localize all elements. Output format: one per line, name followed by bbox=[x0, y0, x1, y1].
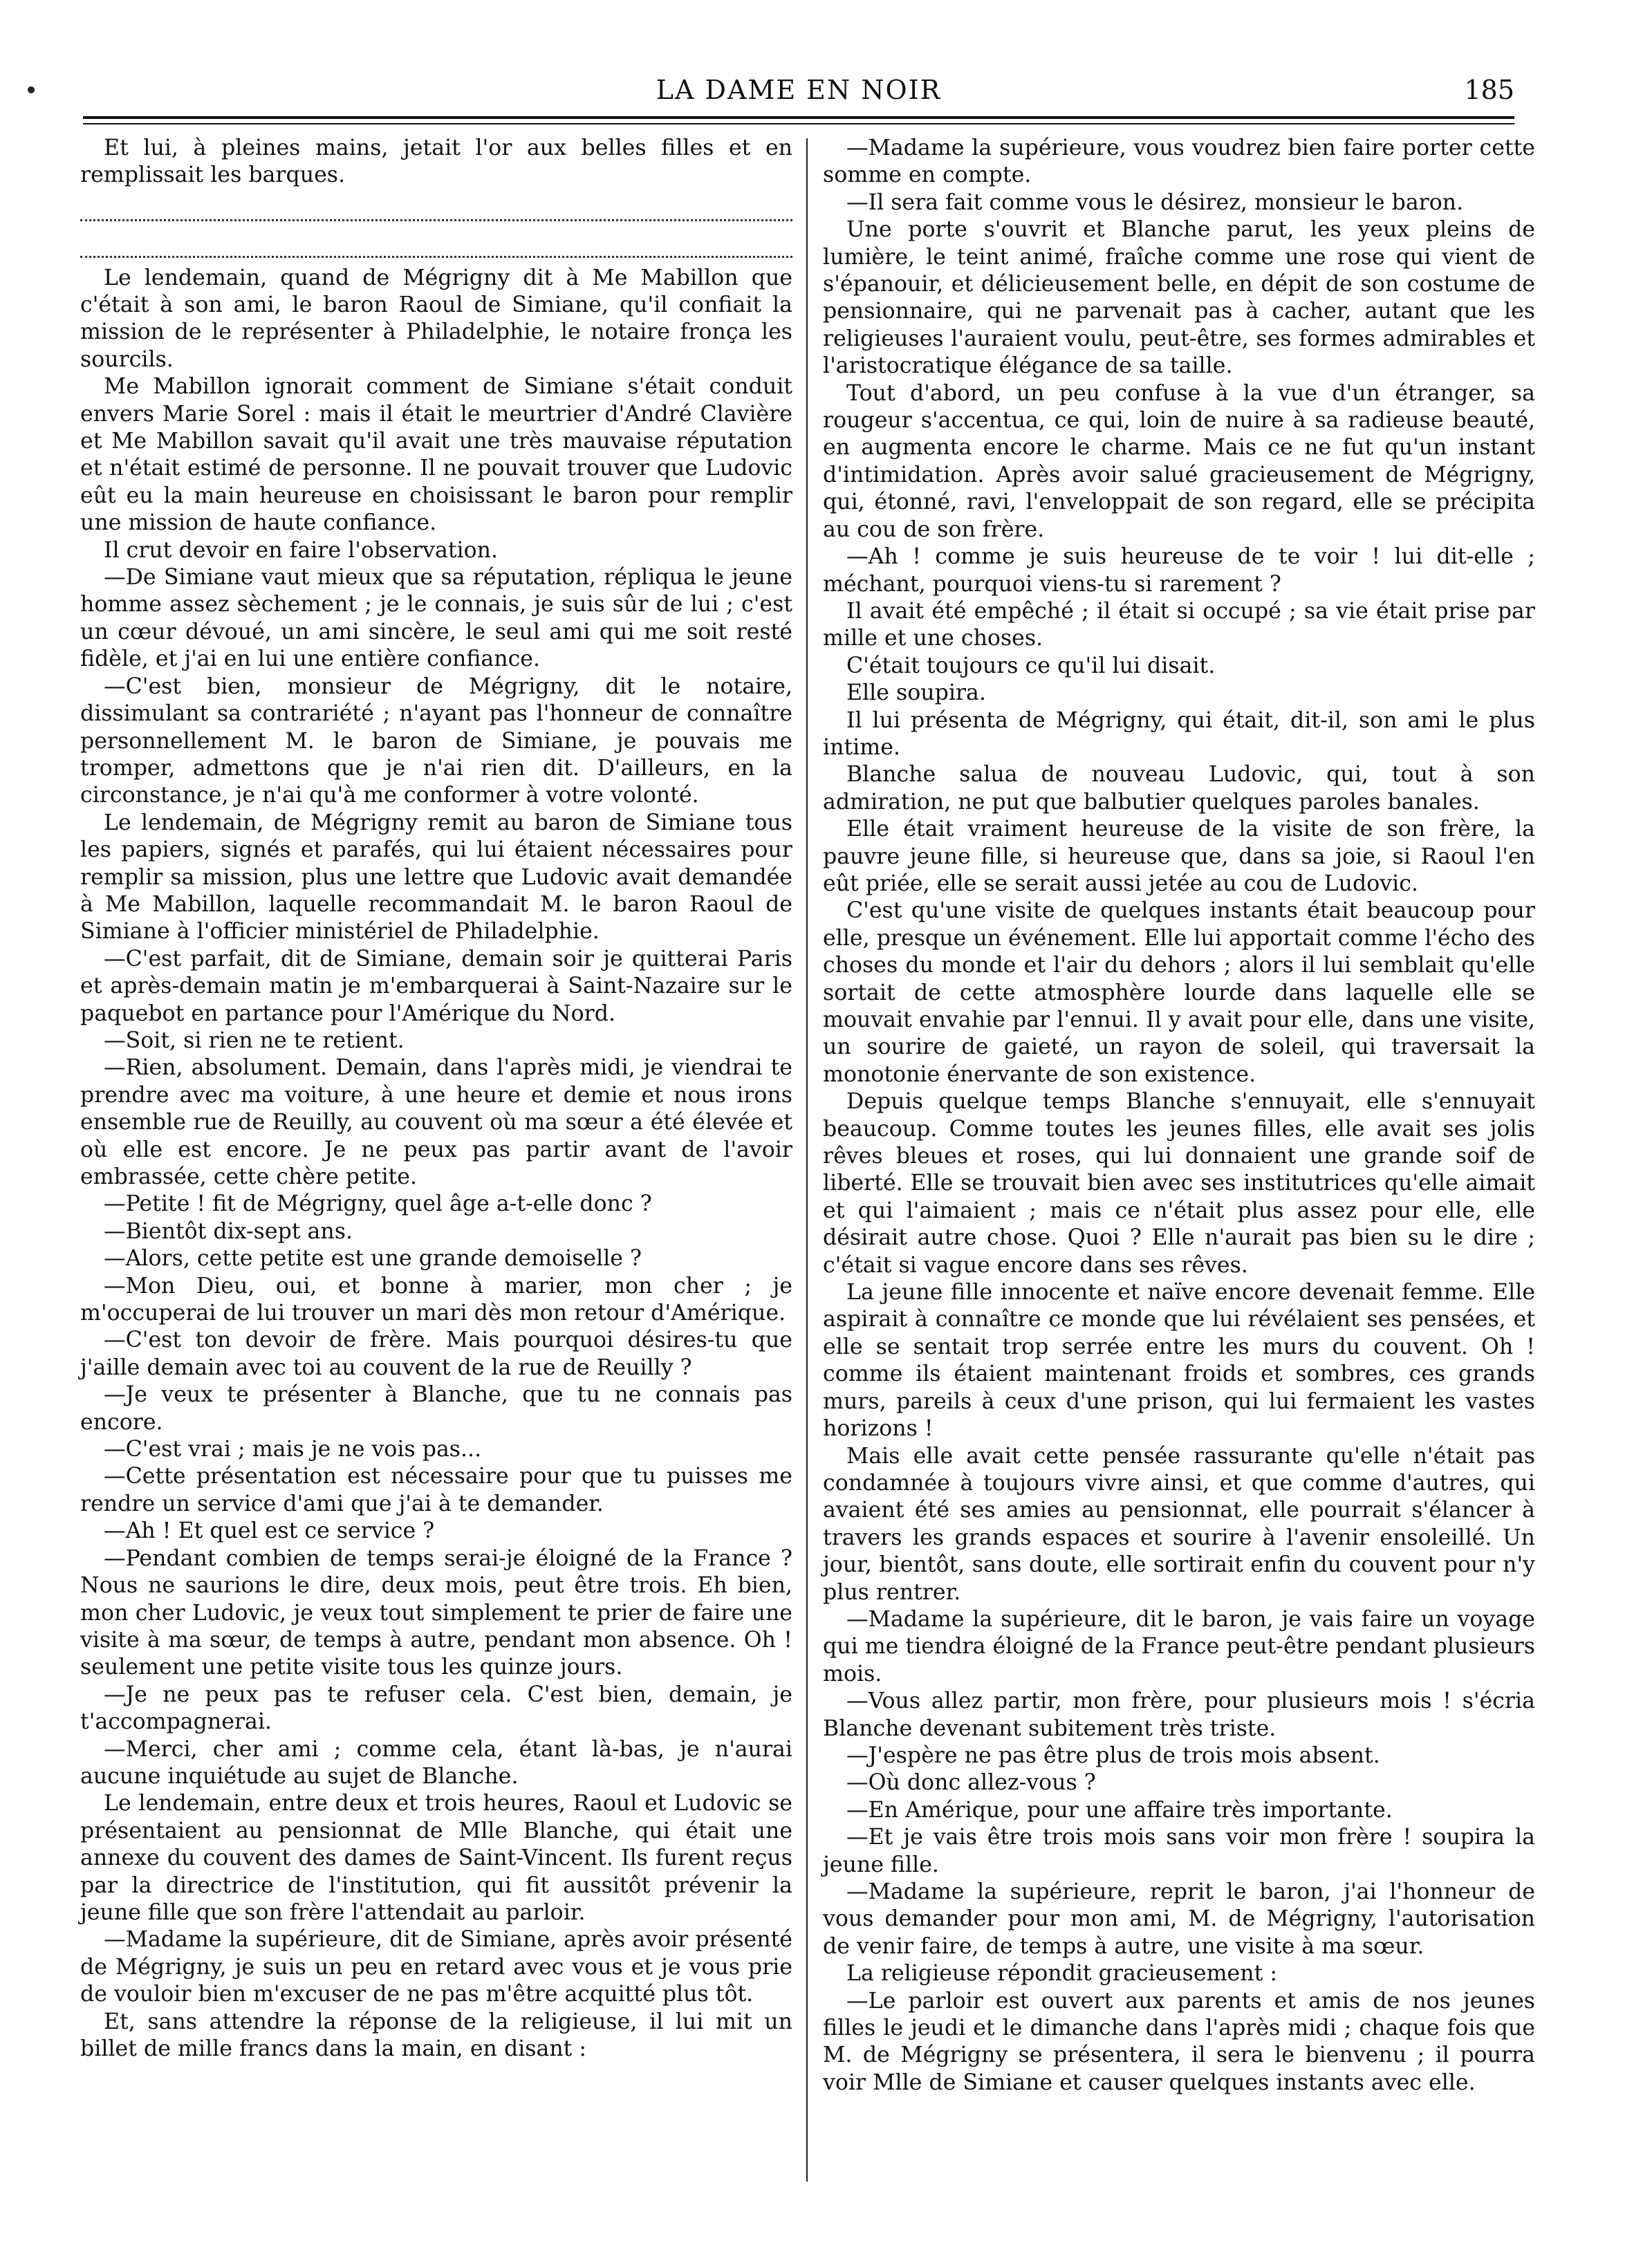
paragraph: —Madame la supérieure, dit le baron, je vais faire un voyage qui me tiendra éloigné de la France peut-être pendant plusieurs mois. bbox=[823, 1606, 1535, 1686]
paragraph: —Bientôt dix-sept ans. bbox=[104, 1218, 353, 1244]
paragraph: Et lui, à pleines mains, jetait l'or aux belles filles et en remplissait les barques. bbox=[80, 136, 792, 188]
paragraph: —Madame la supérieure, dit de Simiane, après avoir présenté de Mégrigny, je suis un peu en retard avec vous et je vous prie de vouloir bien m'excuser de ne pas m'être acquitté plus tôt. bbox=[80, 1927, 792, 2007]
paragraph: Tout d'abord, un peu confuse à la vue d'un étranger, sa rougeur s'accentua, ce qui, loin de nuire à sa radieuse beauté, en augmenta encore le charme. Mais ce ne fut qu'un instant d'intimidation. Après avoir salué gracieusement de Mégrigny, qui, étonné, ravi, l'enveloppait de son regard, elle se précipita au cou de son frère. bbox=[823, 380, 1535, 542]
paragraph: —Rien, absolument. Demain, dans l'après midi, je viendrai te prendre avec ma voiture, à une heure et demie et nous irons ensemble rue de Reuilly, au couvent où ma sœur a été élevée et où elle est encore. Je ne peux pas partir avant de l'avoir embrassée, cette chère petite. bbox=[80, 1055, 792, 1189]
page-header bbox=[83, 75, 1514, 116]
paragraph: —Merci, cher ami ; comme cela, étant là-bas, je n'aurai aucune inquiétude au sujet de Blanche. bbox=[80, 1736, 792, 1789]
paragraph: —De Simiane vaut mieux que sa réputation, répliqua le jeune homme assez sèchement ; je le connais, je suis sûr de lui ; c'est un cœur dévoué, un ami sincère, le seul ami qui me soit resté fidèle, et j'ai en lui une entière confiance. bbox=[80, 565, 792, 672]
paragraph: Mais elle avait cette pensée rassurante qu'elle n'était pas condamnée à toujours vivre ainsi, et que comme d'autres, qui avaient été ses amies au pensionnat, elle pourrait s'élancer à travers les grands espaces et sourire à l'avenir ensoleillé. Un jour, bientôt, sans doute, elle sortirait enfin du couvent pour n'y plus rentrer. bbox=[823, 1443, 1535, 1605]
margin-mark bbox=[28, 86, 35, 93]
running-title: LA DAME EN NOIR bbox=[656, 75, 942, 105]
paragraph: C'était toujours ce qu'il lui disait. bbox=[846, 653, 1216, 678]
paragraph: Il crut devoir en faire l'observation. bbox=[104, 537, 499, 563]
column-divider bbox=[806, 138, 808, 2182]
paragraph: Il lui présenta de Mégrigny, qui était, dit-il, son ami le plus intime. bbox=[823, 707, 1535, 760]
paragraph: —J'espère ne pas être plus de trois mois absent. bbox=[846, 1742, 1380, 1768]
dotted-separator bbox=[80, 228, 792, 257]
page-number: 185 bbox=[1464, 75, 1514, 105]
paragraph: —Ah ! comme je suis heureuse de te voir ! lui dit-elle ; méchant, pourquoi viens-tu si rarement ? bbox=[823, 544, 1535, 597]
paragraph: —Où donc allez-vous ? bbox=[846, 1770, 1096, 1796]
paragraph: —Pendant combien de temps serai-je éloigné de la France ? Nous ne saurions le dire, deux mois, peut être trois. Eh bien, mon cher Ludovic, je veux tout simplement te prier de faire une visite à ma sœur, de temps à autre, pendant mon absence. Oh ! seulement une petite visite tous les quinze jours. bbox=[80, 1545, 792, 1680]
paragraph: Elle soupira. bbox=[846, 680, 986, 706]
paragraph: Blanche salua de nouveau Ludovic, qui, tout à son admiration, ne put que balbutier quelques paroles banales. bbox=[823, 762, 1535, 815]
right-column bbox=[823, 135, 1535, 2097]
paragraph: —Alors, cette petite est une grande demoiselle ? bbox=[104, 1246, 642, 1272]
paragraph: —Petite ! fit de Mégrigny, quel âge a-t-elle donc ? bbox=[104, 1191, 652, 1217]
paragraph: —C'est ton devoir de frère. Mais pourquoi désires-tu que j'aille demain avec toi au couvent de la rue de Reuilly ? bbox=[80, 1328, 792, 1380]
paragraph: —Cette présentation est nécessaire pour que tu puisses me rendre un service d'ami que j'ai à te demander. bbox=[80, 1464, 792, 1516]
paragraph: Et, sans attendre la réponse de la religieuse, il lui mit un billet de mille francs dans la main, en disant : bbox=[80, 2009, 792, 2061]
paragraph: Le lendemain, entre deux et trois heures, Raoul et Ludovic se présentaient au pensionnat de Mlle Blanche, qui était une annexe du couvent des dames de Saint-Vincent. Ils furent reçus par la directrice de l'institution, qui fit aussitôt prévenir la jeune fille que son frère l'attendait au parloir. bbox=[80, 1791, 792, 1925]
paragraph: —En Amérique, pour une affaire très importante. bbox=[846, 1797, 1393, 1823]
paragraph: —Ah ! Et quel est ce service ? bbox=[104, 1518, 435, 1544]
paragraph: Le lendemain, de Mégrigny remit au baron de Simiane tous les papiers, signés et parafés, qui lui étaient nécessaires pour remplir sa mission, plus une lettre que Ludovic avait demandée à Me Mabillon, laquelle recommandait M. le baron Raoul de Simiane à l'officier ministériel de Philadelphie. bbox=[80, 810, 792, 945]
header-rule-thin bbox=[83, 123, 1514, 124]
paragraph: Elle était vraiment heureuse de la visite de son frère, la pauvre jeune fille, si heureuse que, dans sa joie, si Raoul l'en eût priée, elle se serait aussi jetée au cou de Ludovic. bbox=[823, 817, 1535, 896]
paragraph: —Je ne peux pas te refuser cela. C'est bien, demain, je t'accompagnerai. bbox=[80, 1682, 792, 1735]
paragraph: —C'est vrai ; mais je ne vois pas... bbox=[104, 1437, 482, 1462]
paragraph: —Et je vais être trois mois sans voir mon frère ! soupira la jeune fille. bbox=[823, 1825, 1535, 1877]
dotted-separator bbox=[80, 192, 792, 221]
paragraph: C'est qu'une visite de quelques instants était beaucoup pour elle, presque un événement. Elle lui apportait comme l'écho des choses du monde et l'air du dehors ; alors il lui semblait qu'elle sortait de cette atmosphère lourde dans laquelle elle se mouvait envahie par l'ennui. Il y avait pour elle, dans une visite, un sourire de gaieté, un rayon de soleil, qui traversait la monotonie énervante de son existence. bbox=[823, 898, 1535, 1087]
paragraph: La religieuse répondit gracieusement : bbox=[846, 1961, 1277, 1987]
paragraph: —C'est parfait, dit de Simiane, demain soir je quitterai Paris et après-demain matin je m'embarquerai à Saint-Nazaire sur le paquebot en partance pour l'Amérique du Nord. bbox=[80, 946, 792, 1026]
paragraph: —Je veux te présenter à Blanche, que tu ne connais pas encore. bbox=[80, 1382, 792, 1435]
paragraph: —Madame la supérieure, reprit le baron, j'ai l'honneur de vous demander pour mon ami, M. de Mégrigny, l'autorisation de venir faire, de temps à autre, une visite à ma sœur. bbox=[823, 1879, 1535, 1959]
paragraph: —C'est bien, monsieur de Mégrigny, dit le notaire, dissimulant sa contrariété ; n'ayant pas l'honneur de connaître personnellement M. le baron de Simiane, je pouvais me tromper, admettons que je n'ai rien dit. D'ailleurs, en la circonstance, je n'ai qu'à me conformer à votre volonté. bbox=[80, 673, 792, 808]
left-column bbox=[80, 135, 792, 2063]
paragraph: Une porte s'ouvrit et Blanche parut, les yeux pleins de lumière, le teint animé, fraîche comme une rose qui vient de s'épanouir, et délicieusement belle, en dépit de son costume de pensionnaire, qui ne parvenait pas à cacher, autant que les religieuses l'auraient voulu, peut-être, ses formes admirables et l'aristocratique élégance de sa taille. bbox=[823, 217, 1535, 379]
paragraph: —Il sera fait comme vous le désirez, monsieur le baron. bbox=[846, 189, 1464, 215]
paragraph: —Mon Dieu, oui, et bonne à marier, mon cher ; je m'occuperai de lui trouver un mari dès mon retour d'Amérique. bbox=[80, 1273, 792, 1326]
header-rule-thick bbox=[83, 116, 1514, 119]
paragraph: —Vous allez partir, mon frère, pour plusieurs mois ! s'écria Blanche devenant subitement très triste. bbox=[823, 1689, 1535, 1741]
paragraph: —Madame la supérieure, vous voudrez bien faire porter cette somme en compte. bbox=[823, 136, 1535, 188]
paragraph: Me Mabillon ignorait comment de Simiane s'était conduit envers Marie Sorel : mais il était le meurtrier d'André Clavière et Me Mabillon savait qu'il avait une très mauvaise réputation et n'était estimé de personne. Il ne pouvait trouver que Ludovic eût eu la main heureuse en choisissant le baron pour remplir une mission de haute confiance. bbox=[80, 374, 792, 536]
paragraph: Le lendemain, quand de Mégrigny dit à Me Mabillon que c'était à son ami, le baron Raoul de Simiane, qu'il confiait la mission de le représenter à Philadelphie, le notaire fronça les sourcils. bbox=[80, 265, 792, 372]
paragraph: La jeune fille innocente et naïve encore devenait femme. Elle aspirait à connaître ce monde que lui révélaient ses pensées, et elle se sentait trop serrée entre les murs du couvent. Oh ! comme ils étaient maintenant froids et sombres, ces grands murs, pareils à ceux d'une prison, qui lui fermaient les vastes horizons ! bbox=[823, 1280, 1535, 1442]
paragraph: Il avait été empêché ; il était si occupé ; sa vie était prise par mille et une choses. bbox=[823, 598, 1535, 651]
paragraph: —Soit, si rien ne te retient. bbox=[104, 1028, 405, 1053]
paragraph: Depuis quelque temps Blanche s'ennuyait, elle s'ennuyait beaucoup. Comme toutes les jeunes filles, elle avait ses jolis rêves bleues et roses, qui lui donnaient une grande soif de liberté. Elle se trouvait bien avec ses institutrices qu'elle aimait et qui l'aimaient ; mais ce n'était plus assez pour elle, elle désirait autre chose. Quoi ? Elle n'aurait pas bien su le dire ; c'était si vague encore dans ses rêves. bbox=[823, 1089, 1535, 1278]
paragraph: —Le parloir est ouvert aux parents et amis de nos jeunes filles le jeudi et le dimanche dans l'après midi ; chaque fois que M. de Mégrigny se présentera, il sera le bienvenu ; il pourra voir Mlle de Simiane et causer quelques instants avec elle. bbox=[823, 1988, 1535, 2095]
